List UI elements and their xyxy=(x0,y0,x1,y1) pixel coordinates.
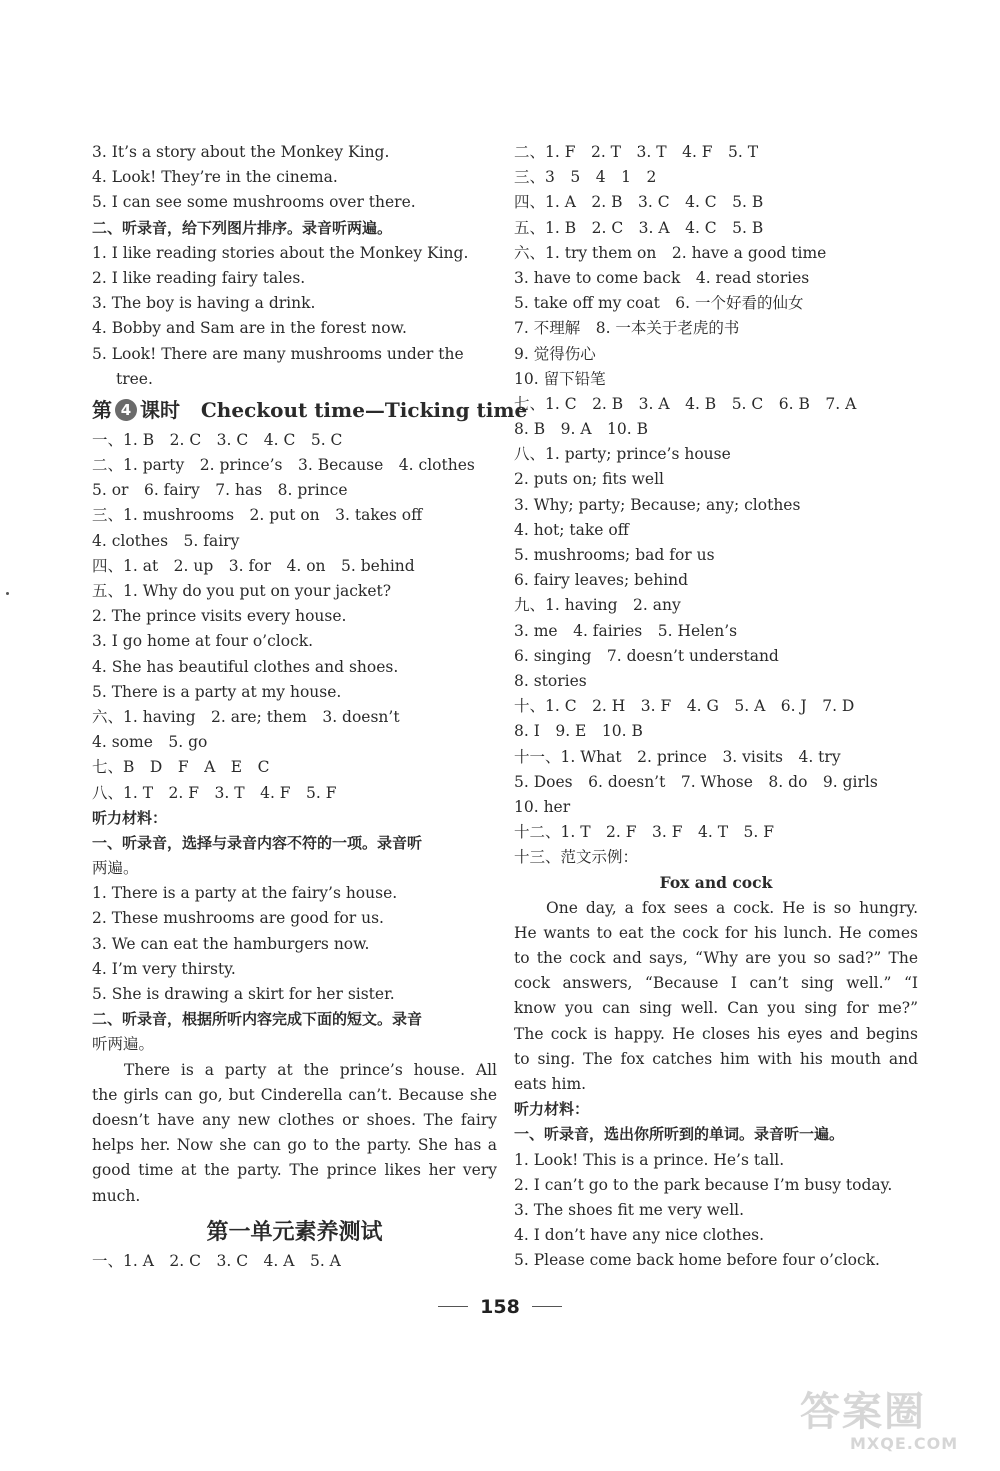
answer-line: 四、1. at 2. up 3. for 4. on 5. behind xyxy=(92,556,415,575)
answer-line: 4. clothes 5. fairy xyxy=(92,531,240,550)
answer-line: 二、听录音，根据所听内容完成下面的短文。录音 xyxy=(92,1010,423,1029)
answer-line: 三、3 5 4 1 2 xyxy=(514,168,657,187)
answer-line: 二、听录音，给下列图片排序。录音听两遍。 xyxy=(92,218,393,237)
essay-line: to the cock and says, “Why are you so sad?” The xyxy=(514,949,918,967)
answer-line: 6. fairy leaves; behind xyxy=(514,571,689,590)
answer-line: 1. I like reading stories about the Monkey King. xyxy=(92,243,469,262)
answer-line: 5. I can see some mushrooms over there. xyxy=(92,193,416,212)
right-answers xyxy=(514,140,918,870)
lesson-4-heading xyxy=(92,394,528,426)
answer-line: 3. I go home at four o’clock. xyxy=(92,632,314,651)
passage-line: helps her. Now she can go to the party. She has a xyxy=(92,1136,497,1155)
essay-line: to sing. The fox catches him with his mouth and xyxy=(514,1049,918,1068)
page-number xyxy=(0,1296,1000,1318)
essay-line: The cock is happy. He closes his eyes and begins xyxy=(514,1024,918,1043)
answer-line: 七、1. C 2. B 3. A 4. B 5. C 6. B 7. A xyxy=(514,394,857,413)
passage-line: There is a party at the prince’s house. All xyxy=(124,1060,497,1079)
essay-line: One day, a fox sees a cock. He is so hungry. xyxy=(546,898,918,917)
right-listening-material xyxy=(514,1097,918,1273)
unit-test-first-line: 一、1. A 2. C 3. C 4. A 5. A xyxy=(92,1251,341,1270)
listening-line: 听力材料： xyxy=(514,1100,590,1119)
watermark-en: MXQE.COM xyxy=(850,1434,959,1453)
answer-line: 1. There is a party at the fairy’s house. xyxy=(92,884,398,903)
answer-line: 一、1. B 2. C 3. C 4. C 5. C xyxy=(92,430,343,449)
answer-line: 二、1. F 2. T 3. T 4. F 5. T xyxy=(514,143,759,161)
answer-line: 8. I 9. E 10. B xyxy=(514,722,643,741)
answer-line: 4. Look! They’re in the cinema. xyxy=(92,168,338,187)
answer-line: 10. 留下铅笔 xyxy=(514,369,606,388)
essay-line: eats him. xyxy=(514,1074,587,1093)
answer-line: 5. take off my coat 6. 一个好看的仙女 xyxy=(514,294,804,313)
lesson-suffix: 课时 xyxy=(140,397,180,422)
answer-line: 6. singing 7. doesn’t understand xyxy=(514,646,779,665)
answer-line: 一、听录音，选择与录音内容不符的一项。录音听 xyxy=(92,833,423,852)
answer-line: 3. It’s a story about the Monkey King. xyxy=(92,143,390,161)
essay-line: He wants to eat the cock for his lunch. He comes xyxy=(514,923,918,942)
answer-line: 2. The prince visits every house. xyxy=(92,607,347,626)
answer-line: 八、1. T 2. F 3. T 4. F 5. F xyxy=(92,783,337,802)
answer-line: 10. her xyxy=(514,797,571,816)
answer-line: 3. have to come back 4. read stories xyxy=(514,268,810,287)
page-number-dash-right xyxy=(532,1306,562,1307)
watermark-logo xyxy=(800,1390,990,1465)
answer-line: 3. me 4. fairies 5. Helen’s xyxy=(514,621,738,640)
answer-line: 4. I’m very thirsty. xyxy=(92,959,236,978)
passage-line: doesn’t have any new clothes or shoes. The fairy xyxy=(92,1110,497,1129)
listening-line: 1. Look! This is a prince. He’s tall. xyxy=(514,1150,785,1169)
essay-line: cock answers, “Because I can’t sing well.” “I xyxy=(514,974,918,993)
answer-line: 5. mushrooms; bad for us xyxy=(514,546,715,564)
left-answers-lesson4 xyxy=(92,428,497,1058)
answer-line: 十、1. C 2. H 3. F 4. G 5. A 6. J 7. D xyxy=(514,697,855,716)
passage-line: good time at the party. The prince likes her very xyxy=(92,1161,497,1180)
answer-line: 5. There is a party at my house. xyxy=(92,682,342,701)
answer-line: 3. The boy is having a drink. xyxy=(92,294,316,313)
answer-line: 2. These mushrooms are good for us. xyxy=(92,909,384,928)
listening-line: 一、听录音，选出你所听到的单词。录音听一遍。 xyxy=(514,1125,845,1144)
answer-line: 3. We can eat the hamburgers now. xyxy=(92,934,370,953)
margin-mark xyxy=(6,592,9,595)
answer-line: tree. xyxy=(116,369,153,388)
essay-line: know you can sing well. Can you sing for me?” xyxy=(514,999,918,1018)
answer-line: 四、1. A 2. B 3. C 4. C 5. B xyxy=(514,193,764,212)
answer-line: 五、1. B 2. C 3. A 4. C 5. B xyxy=(514,218,764,237)
answer-line: 六、1. try them on 2. have a good time xyxy=(514,243,827,262)
listening-line: 2. I can’t go to the park because I’m busy today. xyxy=(514,1175,893,1194)
answer-line: 听力材料： xyxy=(92,808,168,827)
left-column xyxy=(92,140,528,1274)
answer-line: 十二、1. T 2. F 3. F 4. T 5. F xyxy=(514,823,775,842)
answer-line: 十一、1. What 2. prince 3. visits 4. try xyxy=(514,747,841,766)
answer-line: 5. or 6. fairy 7. has 8. prince xyxy=(92,481,348,500)
answer-line: 9. 觉得伤心 xyxy=(514,344,596,363)
page-number-dash-left xyxy=(438,1306,468,1307)
answer-line: 5. Does 6. doesn’t 7. Whose 8. do 9. girls xyxy=(514,772,878,791)
right-column xyxy=(514,140,918,1273)
answer-line: 5. Look! There are many mushrooms under the xyxy=(92,344,464,363)
listening-line: 5. Please come back home before four o’clock. xyxy=(514,1251,880,1270)
passage-line: much. xyxy=(92,1186,141,1205)
listening-line: 3. The shoes fit me very well. xyxy=(514,1200,745,1219)
answer-line: 五、1. Why do you put on your jacket? xyxy=(92,582,392,600)
watermark-cn: 答案圈 xyxy=(800,1389,926,1435)
page-number-value: 158 xyxy=(480,1296,520,1318)
answer-line: 4. Bobby and Sam are in the forest now. xyxy=(92,319,407,338)
listening-passage xyxy=(92,1058,497,1209)
model-essay xyxy=(514,896,918,1098)
answer-line: 4. hot; take off xyxy=(514,520,629,539)
lesson-title: Checkout time—Ticking time xyxy=(200,397,528,422)
answer-line: 九、1. having 2. any xyxy=(514,596,681,615)
answer-line: 八、1. party; prince’s house xyxy=(514,445,731,464)
passage-line: the girls can go, but Cinderella can’t. Because she xyxy=(92,1085,497,1104)
answer-line: 两遍。 xyxy=(92,859,139,878)
answer-line: 三、1. mushrooms 2. put on 3. takes off xyxy=(92,506,423,525)
answer-line: 5. She is drawing a skirt for her sister. xyxy=(92,985,395,1003)
essay-title: Fox and cock xyxy=(659,873,773,893)
lesson-prefix: 第 xyxy=(92,397,112,422)
answer-line: 十三、范文示例： xyxy=(514,848,639,867)
answer-line: 二、1. party 2. prince’s 3. Because 4. clothes xyxy=(92,456,475,475)
answer-line: 7. 不理解 8. 一本关于老虎的书 xyxy=(514,319,740,338)
answer-line: 2. I like reading fairy tales. xyxy=(92,268,306,287)
answer-line: 七、B D F A E C xyxy=(92,758,270,777)
answer-line: 4. She has beautiful clothes and shoes. xyxy=(92,657,399,676)
answer-line: 8. stories xyxy=(514,671,587,690)
answer-line: 4. some 5. go xyxy=(92,733,208,752)
answer-line: 听两遍。 xyxy=(92,1035,155,1054)
answer-line: 六、1. having 2. are; them 3. doesn’t xyxy=(92,707,400,726)
lesson-number-badge: 4 xyxy=(115,399,137,421)
answer-line: 2. puts on; fits well xyxy=(514,470,664,489)
answer-line: 3. Why; party; Because; any; clothes xyxy=(514,495,801,514)
left-answers-top xyxy=(92,140,497,392)
listening-line: 4. I don’t have any nice clothes. xyxy=(514,1226,765,1245)
answer-line: 8. B 9. A 10. B xyxy=(514,420,648,439)
unit-test-heading: 第一单元素养测试 xyxy=(206,1218,383,1245)
